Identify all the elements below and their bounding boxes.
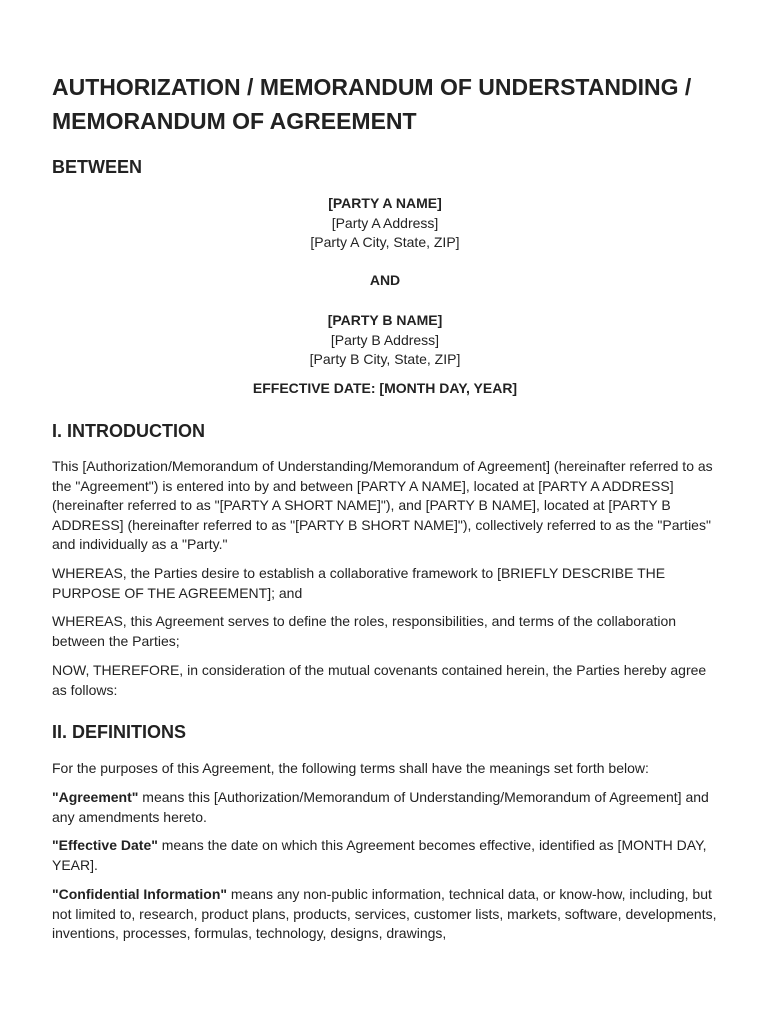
- party-b-block: [52, 311, 718, 370]
- definition-text: means the date on which this Agreement becomes effective, identified as [MONTH DAY, YEAR].: [52, 837, 707, 873]
- party-a-city: [Party A City, State, ZIP]: [310, 234, 460, 250]
- between-heading: BETWEEN: [52, 157, 142, 177]
- party-a-block: [52, 194, 718, 253]
- whereas-paragraph-1: WHEREAS, the Parties desire to establish a collaborative framework to [BRIEFLY DESCRIBE THE PURPOSE OF THE AGREEMENT]; and: [52, 565, 666, 601]
- introduction-heading: I. INTRODUCTION: [52, 421, 205, 441]
- party-a-address: [Party A Address]: [331, 214, 439, 231]
- party-a-name: [PARTY A NAME]: [328, 195, 442, 211]
- document-title: AUTHORIZATION / MEMORANDUM OF UNDERSTANDING / MEMORANDUM OF AGREEMENT: [52, 74, 692, 134]
- introduction-paragraph-1: This [Authorization/Memorandum of Understanding/Memorandum of Agreement] (hereinafter referred to as the "Agreement") is entered into by and between [PARTY A NAME], located at [PARTY A ADDRESS] (hereinafter referred to as "[PARTY A SHORT NAME]"), and [PARTY B NAME], located at [PARTY B ADDRESS] (hereinafter referred to as "[PARTY B SHORT NAME]"), collectively referred to as the "Parties" and individually as a "Party.": [52, 458, 713, 552]
- definition-agreement: [52, 788, 724, 827]
- whereas-paragraph-2: WHEREAS, this Agreement serves to define the roles, responsibilities, and terms of the collaboration between the Parties;: [52, 613, 677, 649]
- definition-text: means any non-public information, technical data, or know-how, including, but not limited to, research, product plans, products, services, customer lists, markets, software, developments, inventions, processes, formulas, technology, designs, drawings,: [52, 886, 717, 941]
- now-therefore-paragraph: NOW, THEREFORE, in consideration of the mutual covenants contained herein, the Parties hereby agree as follows:: [52, 662, 707, 698]
- party-b-name: [PARTY B NAME]: [327, 312, 443, 328]
- definition-term: "Effective Date": [52, 837, 158, 853]
- definition-confidential-information: [52, 885, 724, 944]
- definition-term: "Agreement": [52, 789, 139, 805]
- party-b-address: [Party B Address]: [330, 331, 440, 348]
- and-label: AND: [369, 272, 401, 288]
- party-b-city: [Party B City, State, ZIP]: [309, 351, 461, 367]
- definition-term: "Confidential Information": [52, 886, 228, 902]
- definitions-heading: II. DEFINITIONS: [52, 722, 187, 742]
- definition-effective-date: [52, 836, 724, 875]
- definition-text: means this [Authorization/Memorandum of Understanding/Memorandum of Agreement] and any amendments hereto.: [52, 789, 709, 825]
- effective-date: EFFECTIVE DATE: [MONTH DAY, YEAR]: [252, 380, 518, 396]
- definitions-intro: For the purposes of this Agreement, the following terms shall have the meanings set forth below:: [52, 760, 649, 776]
